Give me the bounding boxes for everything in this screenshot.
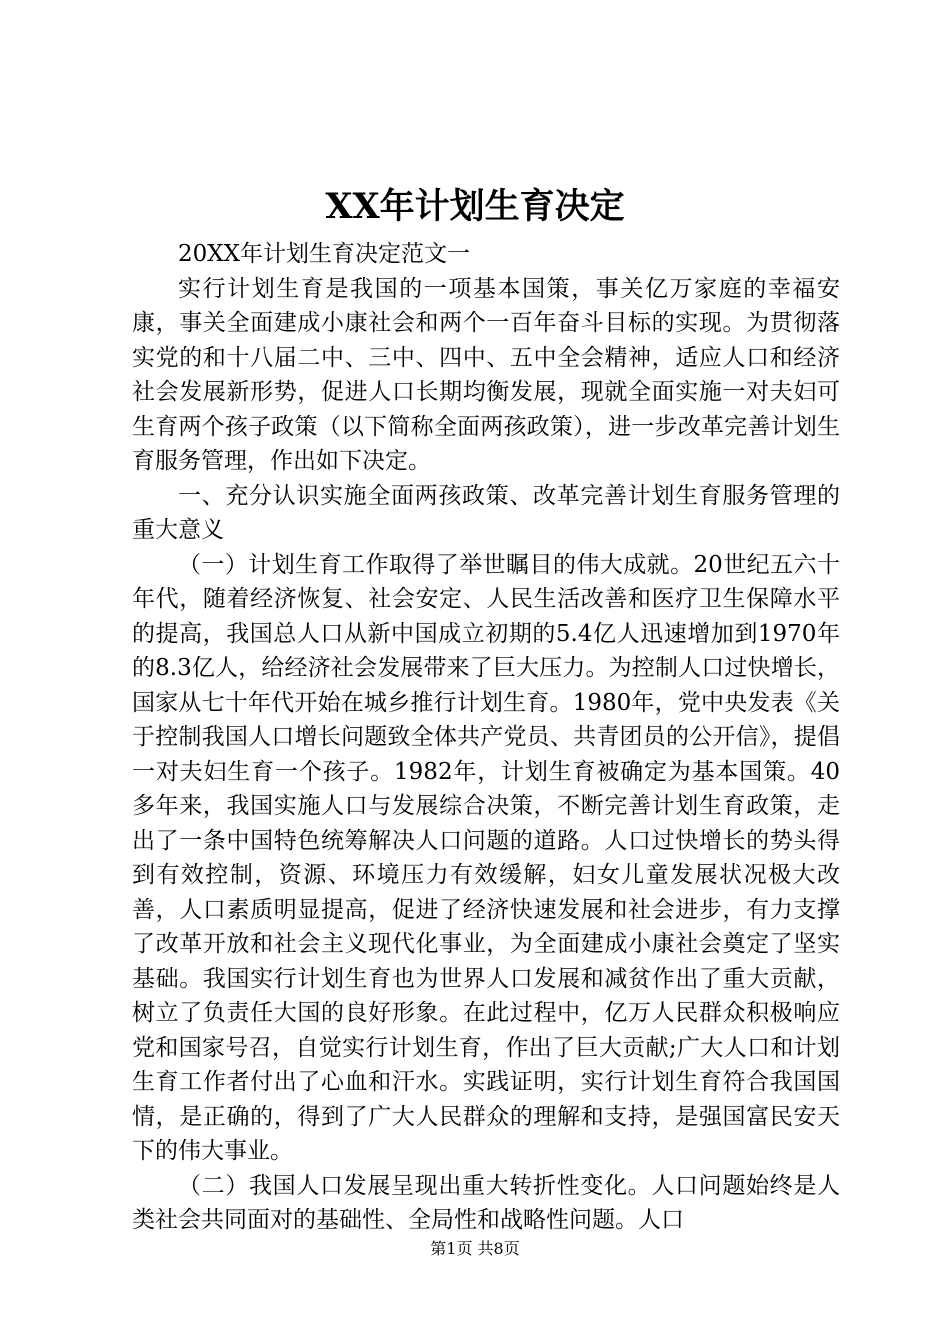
page-footer: 第1页 共8页 [430, 1239, 520, 1258]
document-title: XX年计划生育决定 [325, 186, 625, 227]
paragraph-intro: 实行计划生育是我国的一项基本国策，事关亿万家庭的幸福安康，事关全面建成小康社会和两个一百年奋斗目标的实现。为贯彻落实党的和十八届二中、三中、四中、五中全会精神，适应人口和经济社会发展新形势，促进人口长期均衡发展，现就全面实施一对夫妇可生育两个孩子政策（以下简称全面两孩政策），进一步改革完善计划生育服务管理，作出如下决定。 [132, 275, 840, 474]
paragraph-section-heading: 一、充分认识实施全面两孩政策、改革完善计划生育服务管理的重大意义 [132, 482, 840, 543]
document-body [132, 237, 840, 1238]
paragraph-point-two: （二）我国人口发展呈现出重大转折性变化。人口问题始终是人类社会共同面对的基础性、全局性和战略性问题。人口 [132, 1172, 840, 1233]
document-subtitle: 20XX年计划生育决定范文一 [178, 241, 471, 267]
paragraph-point-one: （一）计划生育工作取得了举世瞩目的伟大成就。20世纪五六十年代，随着经济恢复、社会安定、人民生活改善和医疗卫生保障水平的提高，我国总人口从新中国成立初期的5.4亿人迅速增加到1970年的8.3亿人，给经济社会发展带来了巨大压力。为控制人口过快增长，国家从七十年代开始在城乡推行计划生育。1980年，党中央发表《关于控制我国人口增长问题致全体共产党员、共青团员的公开信》，提倡一对夫妇生育一个孩子。1982年，计划生育被确定为基本国策。40多年来，我国实施人口与发展综合决策，不断完善计划生育政策，走出了一条中国特色统筹解决人口问题的道路。人口过快增长的势头得到有效控制，资源、环境压力有效缓解，妇女儿童发展状况极大改善，人口素质明显提高，促进了经济快速发展和社会进步，有力支撑了改革开放和社会主义现代化事业，为全面建成小康社会奠定了坚实基础。我国实行计划生育也为世界人口发展和减贫作出了重大贡献，树立了负责任大国的良好形象。在此过程中，亿万人民群众积极响应党和国家号召，自觉实行计划生育，作出了巨大贡献;广大人口和计划生育工作者付出了心血和汗水。实践证明，实行计划生育符合我国国情，是正确的，得到了广大人民群众的理解和支持，是强国富民安天下的伟大事业。 [132, 551, 840, 1164]
